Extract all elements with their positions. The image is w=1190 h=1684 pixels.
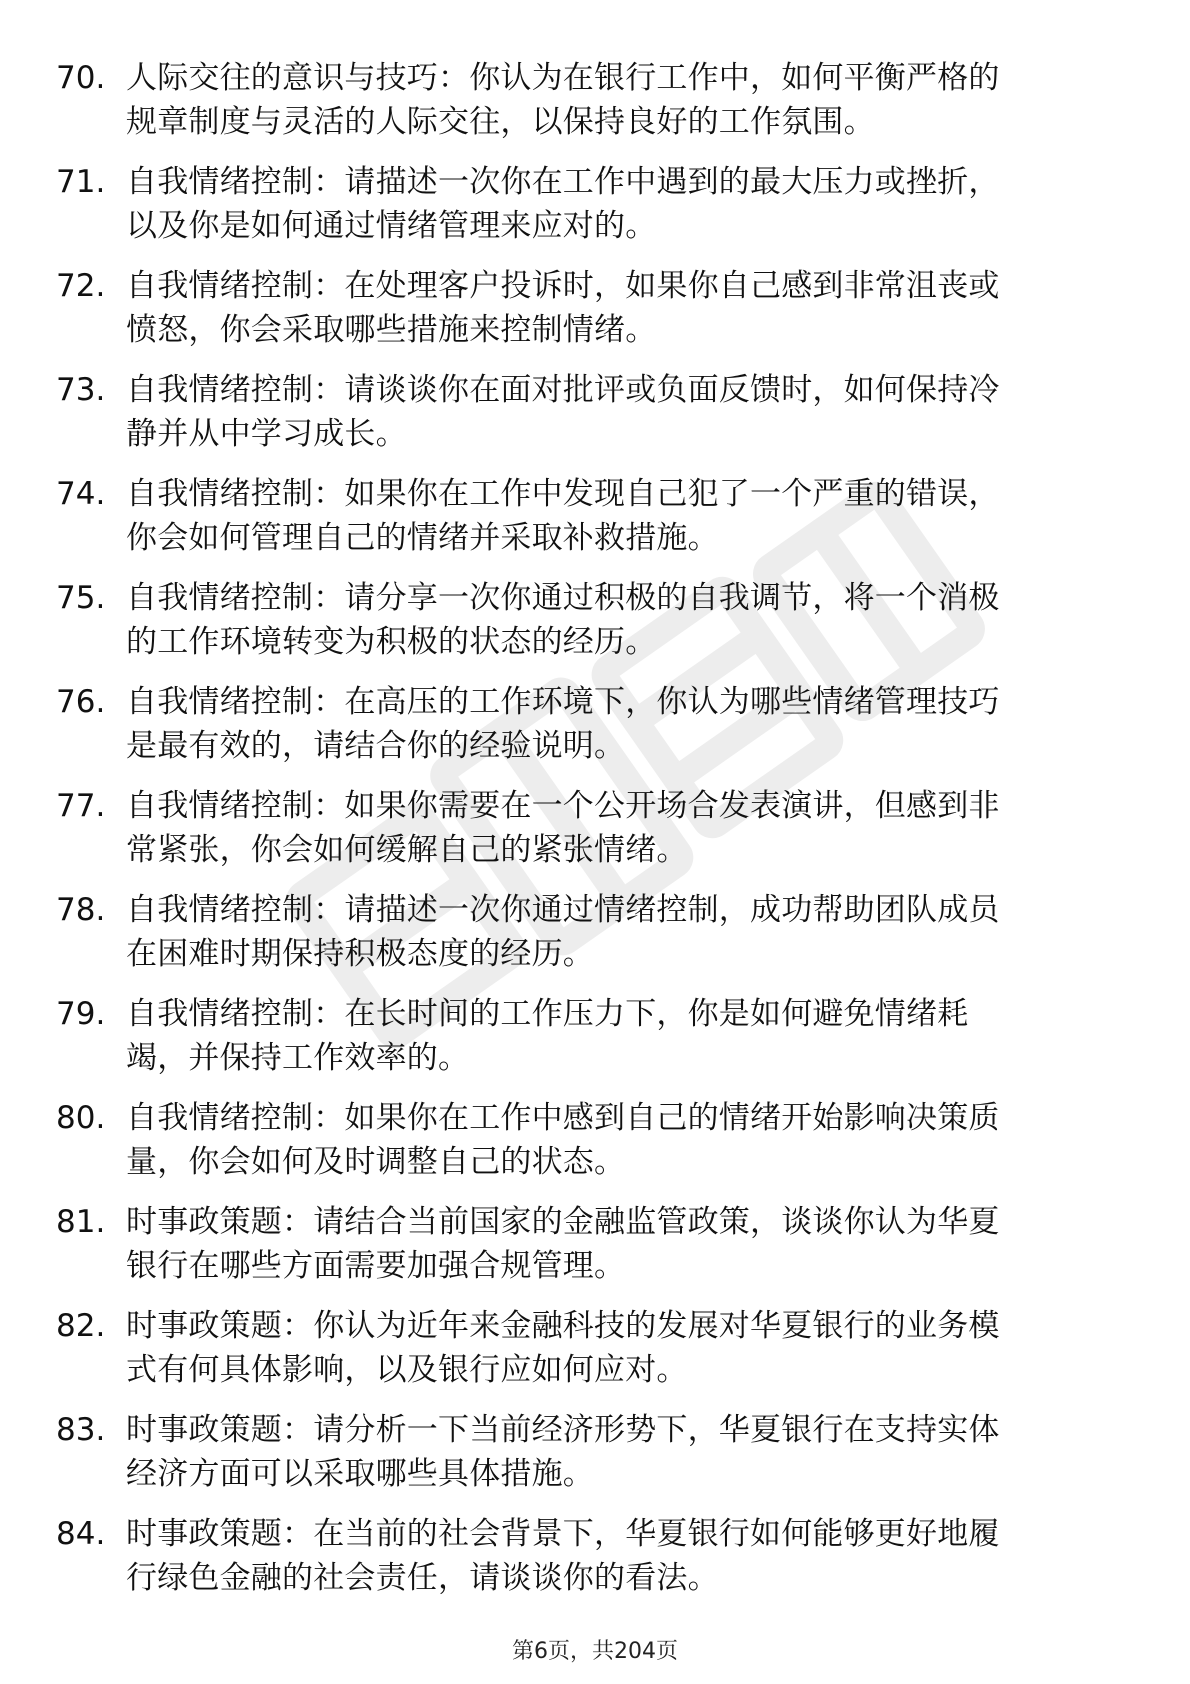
question-item-77 bbox=[56, 780, 1116, 884]
question-line: 以及你是如何通过情绪管理来应对的。 bbox=[126, 208, 657, 244]
page-number-footer: 第6页，共204页 bbox=[512, 1639, 678, 1664]
question-line: 常紧张，你会如何缓解自己的紧张情绪。 bbox=[126, 832, 688, 868]
question-item-74 bbox=[56, 468, 1116, 572]
question-item-80 bbox=[56, 1092, 1116, 1196]
question-text bbox=[126, 576, 1126, 664]
question-line: 愤怒，你会采取哪些措施来控制情绪。 bbox=[126, 312, 657, 348]
question-number: 72. bbox=[56, 268, 106, 304]
question-number: 80. bbox=[56, 1100, 106, 1136]
question-item-83 bbox=[56, 1404, 1116, 1508]
question-item-81 bbox=[56, 1196, 1116, 1300]
question-text bbox=[126, 160, 1126, 248]
question-line: 时事政策题：你认为近年来金融科技的发展对华夏银行的业务模 bbox=[126, 1308, 1000, 1344]
question-number: 83. bbox=[56, 1412, 106, 1448]
question-line: 时事政策题：请结合当前国家的金融监管政策，谈谈你认为华夏 bbox=[126, 1204, 1000, 1240]
question-item-82 bbox=[56, 1300, 1116, 1404]
question-item-73 bbox=[56, 364, 1116, 468]
question-text bbox=[126, 992, 1126, 1080]
question-text bbox=[126, 1512, 1126, 1600]
question-line: 自我情绪控制：请描述一次你通过情绪控制，成功帮助团队成员 bbox=[126, 892, 1000, 928]
question-item-72 bbox=[56, 260, 1116, 364]
question-number: 77. bbox=[56, 788, 106, 824]
question-number: 84. bbox=[56, 1516, 106, 1552]
question-line: 是最有效的，请结合你的经验说明。 bbox=[126, 728, 626, 764]
question-line: 时事政策题：在当前的社会背景下，华夏银行如何能够更好地履 bbox=[126, 1516, 1000, 1552]
question-line: 银行在哪些方面需要加强合规管理。 bbox=[126, 1248, 626, 1284]
question-text bbox=[126, 784, 1126, 872]
question-line: 自我情绪控制：如果你在工作中发现自己犯了一个严重的错误， bbox=[126, 476, 1000, 512]
question-line: 静并从中学习成长。 bbox=[126, 416, 407, 452]
question-line: 自我情绪控制：请分享一次你通过积极的自我调节，将一个消极 bbox=[126, 580, 1000, 616]
question-line: 自我情绪控制：如果你需要在一个公开场合发表演讲，但感到非 bbox=[126, 788, 1000, 824]
question-item-79 bbox=[56, 988, 1116, 1092]
question-list bbox=[56, 52, 1116, 1612]
question-item-84 bbox=[56, 1508, 1116, 1612]
question-number: 82. bbox=[56, 1308, 106, 1344]
question-text bbox=[126, 888, 1126, 976]
question-line: 的工作环境转变为积极的状态的经历。 bbox=[126, 624, 657, 660]
question-number: 74. bbox=[56, 476, 106, 512]
question-text bbox=[126, 1096, 1126, 1184]
question-text bbox=[126, 368, 1126, 456]
question-item-70 bbox=[56, 52, 1116, 156]
question-number: 81. bbox=[56, 1204, 106, 1240]
question-item-78 bbox=[56, 884, 1116, 988]
question-number: 70. bbox=[56, 60, 106, 96]
question-line: 自我情绪控制：在长时间的工作压力下，你是如何避免情绪耗 bbox=[126, 996, 969, 1032]
question-number: 73. bbox=[56, 372, 106, 408]
question-line: 规章制度与灵活的人际交往，以保持良好的工作氛围。 bbox=[126, 104, 875, 140]
question-line: 经济方面可以采取哪些具体措施。 bbox=[126, 1456, 594, 1492]
question-text bbox=[126, 1200, 1126, 1288]
question-number: 78. bbox=[56, 892, 106, 928]
question-text bbox=[126, 1304, 1126, 1392]
question-text bbox=[126, 1408, 1126, 1496]
question-line: 在困难时期保持积极态度的经历。 bbox=[126, 936, 594, 972]
question-number: 75. bbox=[56, 580, 106, 616]
question-line: 自我情绪控制：在高压的工作环境下，你认为哪些情绪管理技巧 bbox=[126, 684, 1000, 720]
question-text bbox=[126, 56, 1126, 144]
question-line: 你会如何管理自己的情绪并采取补救措施。 bbox=[126, 520, 719, 556]
question-text bbox=[126, 264, 1126, 352]
question-line: 时事政策题：请分析一下当前经济形势下，华夏银行在支持实体 bbox=[126, 1412, 1000, 1448]
question-line: 自我情绪控制：在处理客户投诉时，如果你自己感到非常沮丧或 bbox=[126, 268, 1000, 304]
question-number: 76. bbox=[56, 684, 106, 720]
question-text bbox=[126, 680, 1126, 768]
question-line: 自我情绪控制：请描述一次你在工作中遇到的最大压力或挫折， bbox=[126, 164, 1000, 200]
question-text bbox=[126, 472, 1126, 560]
question-line: 竭，并保持工作效率的。 bbox=[126, 1040, 470, 1076]
question-line: 行绿色金融的社会责任，请谈谈你的看法。 bbox=[126, 1560, 719, 1596]
question-line: 式有何具体影响，以及银行应如何应对。 bbox=[126, 1352, 688, 1388]
question-line: 人际交往的意识与技巧：你认为在银行工作中，如何平衡严格的 bbox=[126, 60, 1000, 96]
question-number: 79. bbox=[56, 996, 106, 1032]
question-line: 自我情绪控制：请谈谈你在面对批评或负面反馈时，如何保持冷 bbox=[126, 372, 1000, 408]
question-number: 71. bbox=[56, 164, 106, 200]
question-line: 自我情绪控制：如果你在工作中感到自己的情绪开始影响决策质 bbox=[126, 1100, 1000, 1136]
question-item-76 bbox=[56, 676, 1116, 780]
question-item-71 bbox=[56, 156, 1116, 260]
question-line: 量，你会如何及时调整自己的状态。 bbox=[126, 1144, 626, 1180]
question-item-75 bbox=[56, 572, 1116, 676]
